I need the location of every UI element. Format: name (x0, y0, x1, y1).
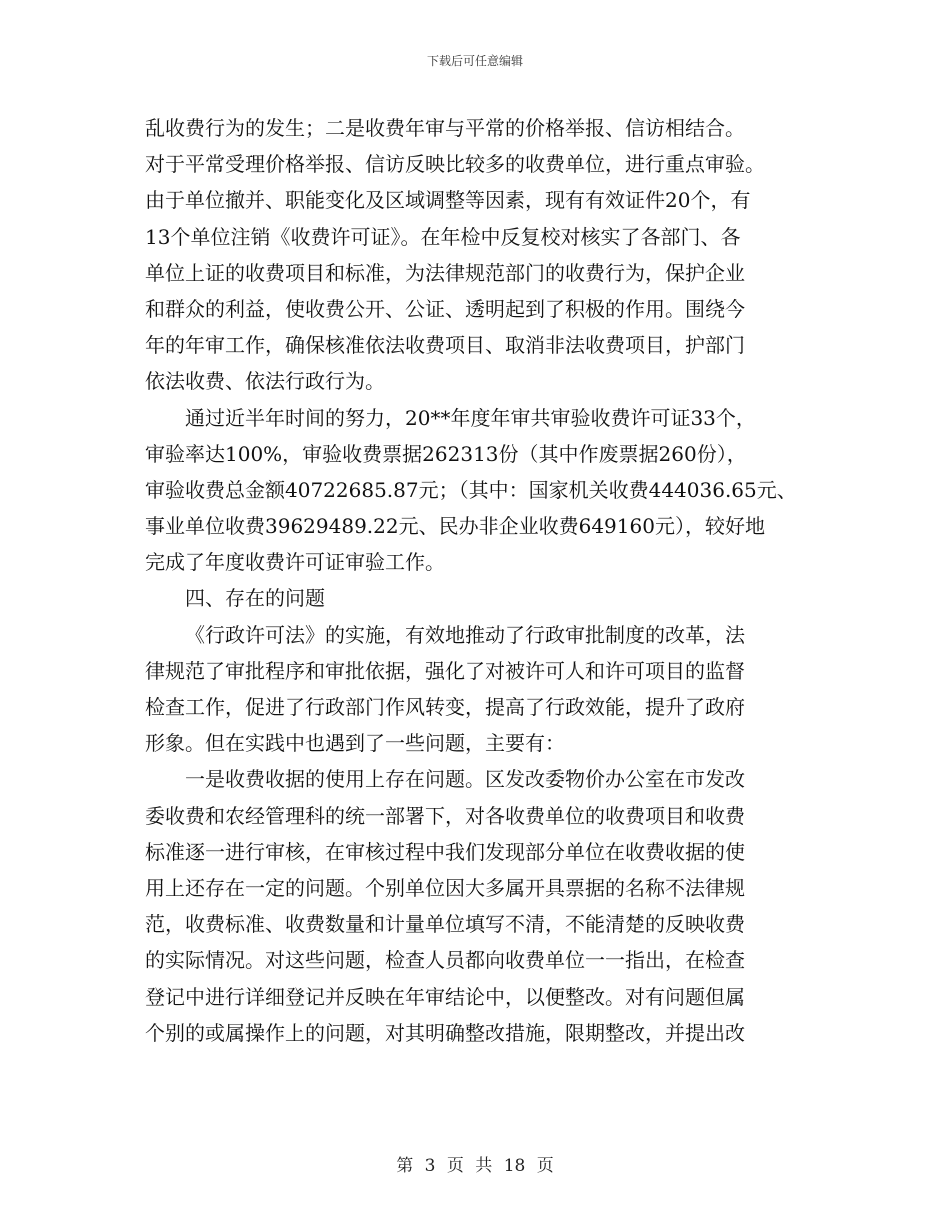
text-line: 律规范了审批程序和审批依据，强化了对被许可人和许可项目的监督 (145, 658, 745, 683)
page-footer: 第 3 页 共 18 页 (396, 1156, 554, 1176)
text-line: 形象。但在实践中也遇到了一些问题，主要有： (145, 731, 565, 756)
text-line: 乱收费行为的发生；二是收费年审与平常的价格举报、信访相结合。 (145, 116, 745, 140)
text-line: 审验率达100%，审验收费票据262313份（其中作废票据260份）， (145, 441, 747, 466)
text-line: 个别的或属操作上的问题，对其明确整改措施，限期整改，并提出改 (145, 1020, 745, 1045)
text-line: 单位上证的收费项目和标准，为法律规范部门的收费行为，保护企业 (145, 260, 745, 285)
text-line: 《行政许可法》的实施，有效地推动了行政审批制度的改革，法 (185, 622, 745, 647)
text-line: 检查工作，促进了行政部门作风转变，提高了行政效能，提升了政府 (145, 695, 745, 719)
page-header: 下载后可任意编辑 (426, 54, 523, 68)
text-line: 标准逐一进行审核，在审核过程中我们发现部分单位在收费收据的使 (145, 839, 745, 864)
text-line: 对于平常受理价格举报、信访反映比较多的收费单位，进行重点审验。 (145, 152, 765, 177)
text-line: 四、存在的问题 (185, 586, 325, 611)
text-line: 事业单位收费39629489.22元、民办非企业收费649160元），较好地 (145, 514, 765, 539)
text-line: 范，收费标准、收费数量和计量单位填写不清，不能清楚的反映收费 (145, 912, 745, 937)
text-line: 依法收费、依法行政行为。 (145, 369, 385, 394)
text-line: 的实际情况。对这些问题，检查人员都向收费单位一一指出，在检查 (145, 948, 745, 973)
text-line: 年的年审工作，确保核准依法收费项目、取消非法收费项目，护部门 (145, 333, 745, 358)
text-line: 一是收费收据的使用上存在问题。区发改委物价办公室在市发改 (185, 767, 745, 792)
text-line: 13个单位注销《收费许可证》。在年检中反复校对核实了各部门、各 (145, 224, 741, 249)
text-line: 审验收费总金额40722685.87元；（其中：国家机关收费444036.65元、 (145, 477, 797, 502)
text-line: 登记中进行详细登记并反映在年审结论中，以便整改。对有问题但属 (145, 984, 745, 1009)
text-line: 完成了年度收费许可证审验工作。 (145, 550, 445, 575)
document-body (145, 110, 810, 1051)
text-line: 用上还存在一定的问题。个别单位因大多属开具票据的名称不法律规 (145, 875, 745, 900)
text-line: 委收费和农经管理科的统一部署下，对各收费单位的收费项目和收费 (145, 803, 745, 828)
text-line: 和群众的利益，使收费公开、公证、透明起到了积极的作用。围绕今 (145, 296, 745, 321)
text-line: 通过近半年时间的努力，20**年度年审共审验收费许可证33个， (185, 405, 756, 430)
text-line: 由于单位撤并、职能变化及区域调整等因素，现有有效证件20个，有 (145, 188, 751, 213)
